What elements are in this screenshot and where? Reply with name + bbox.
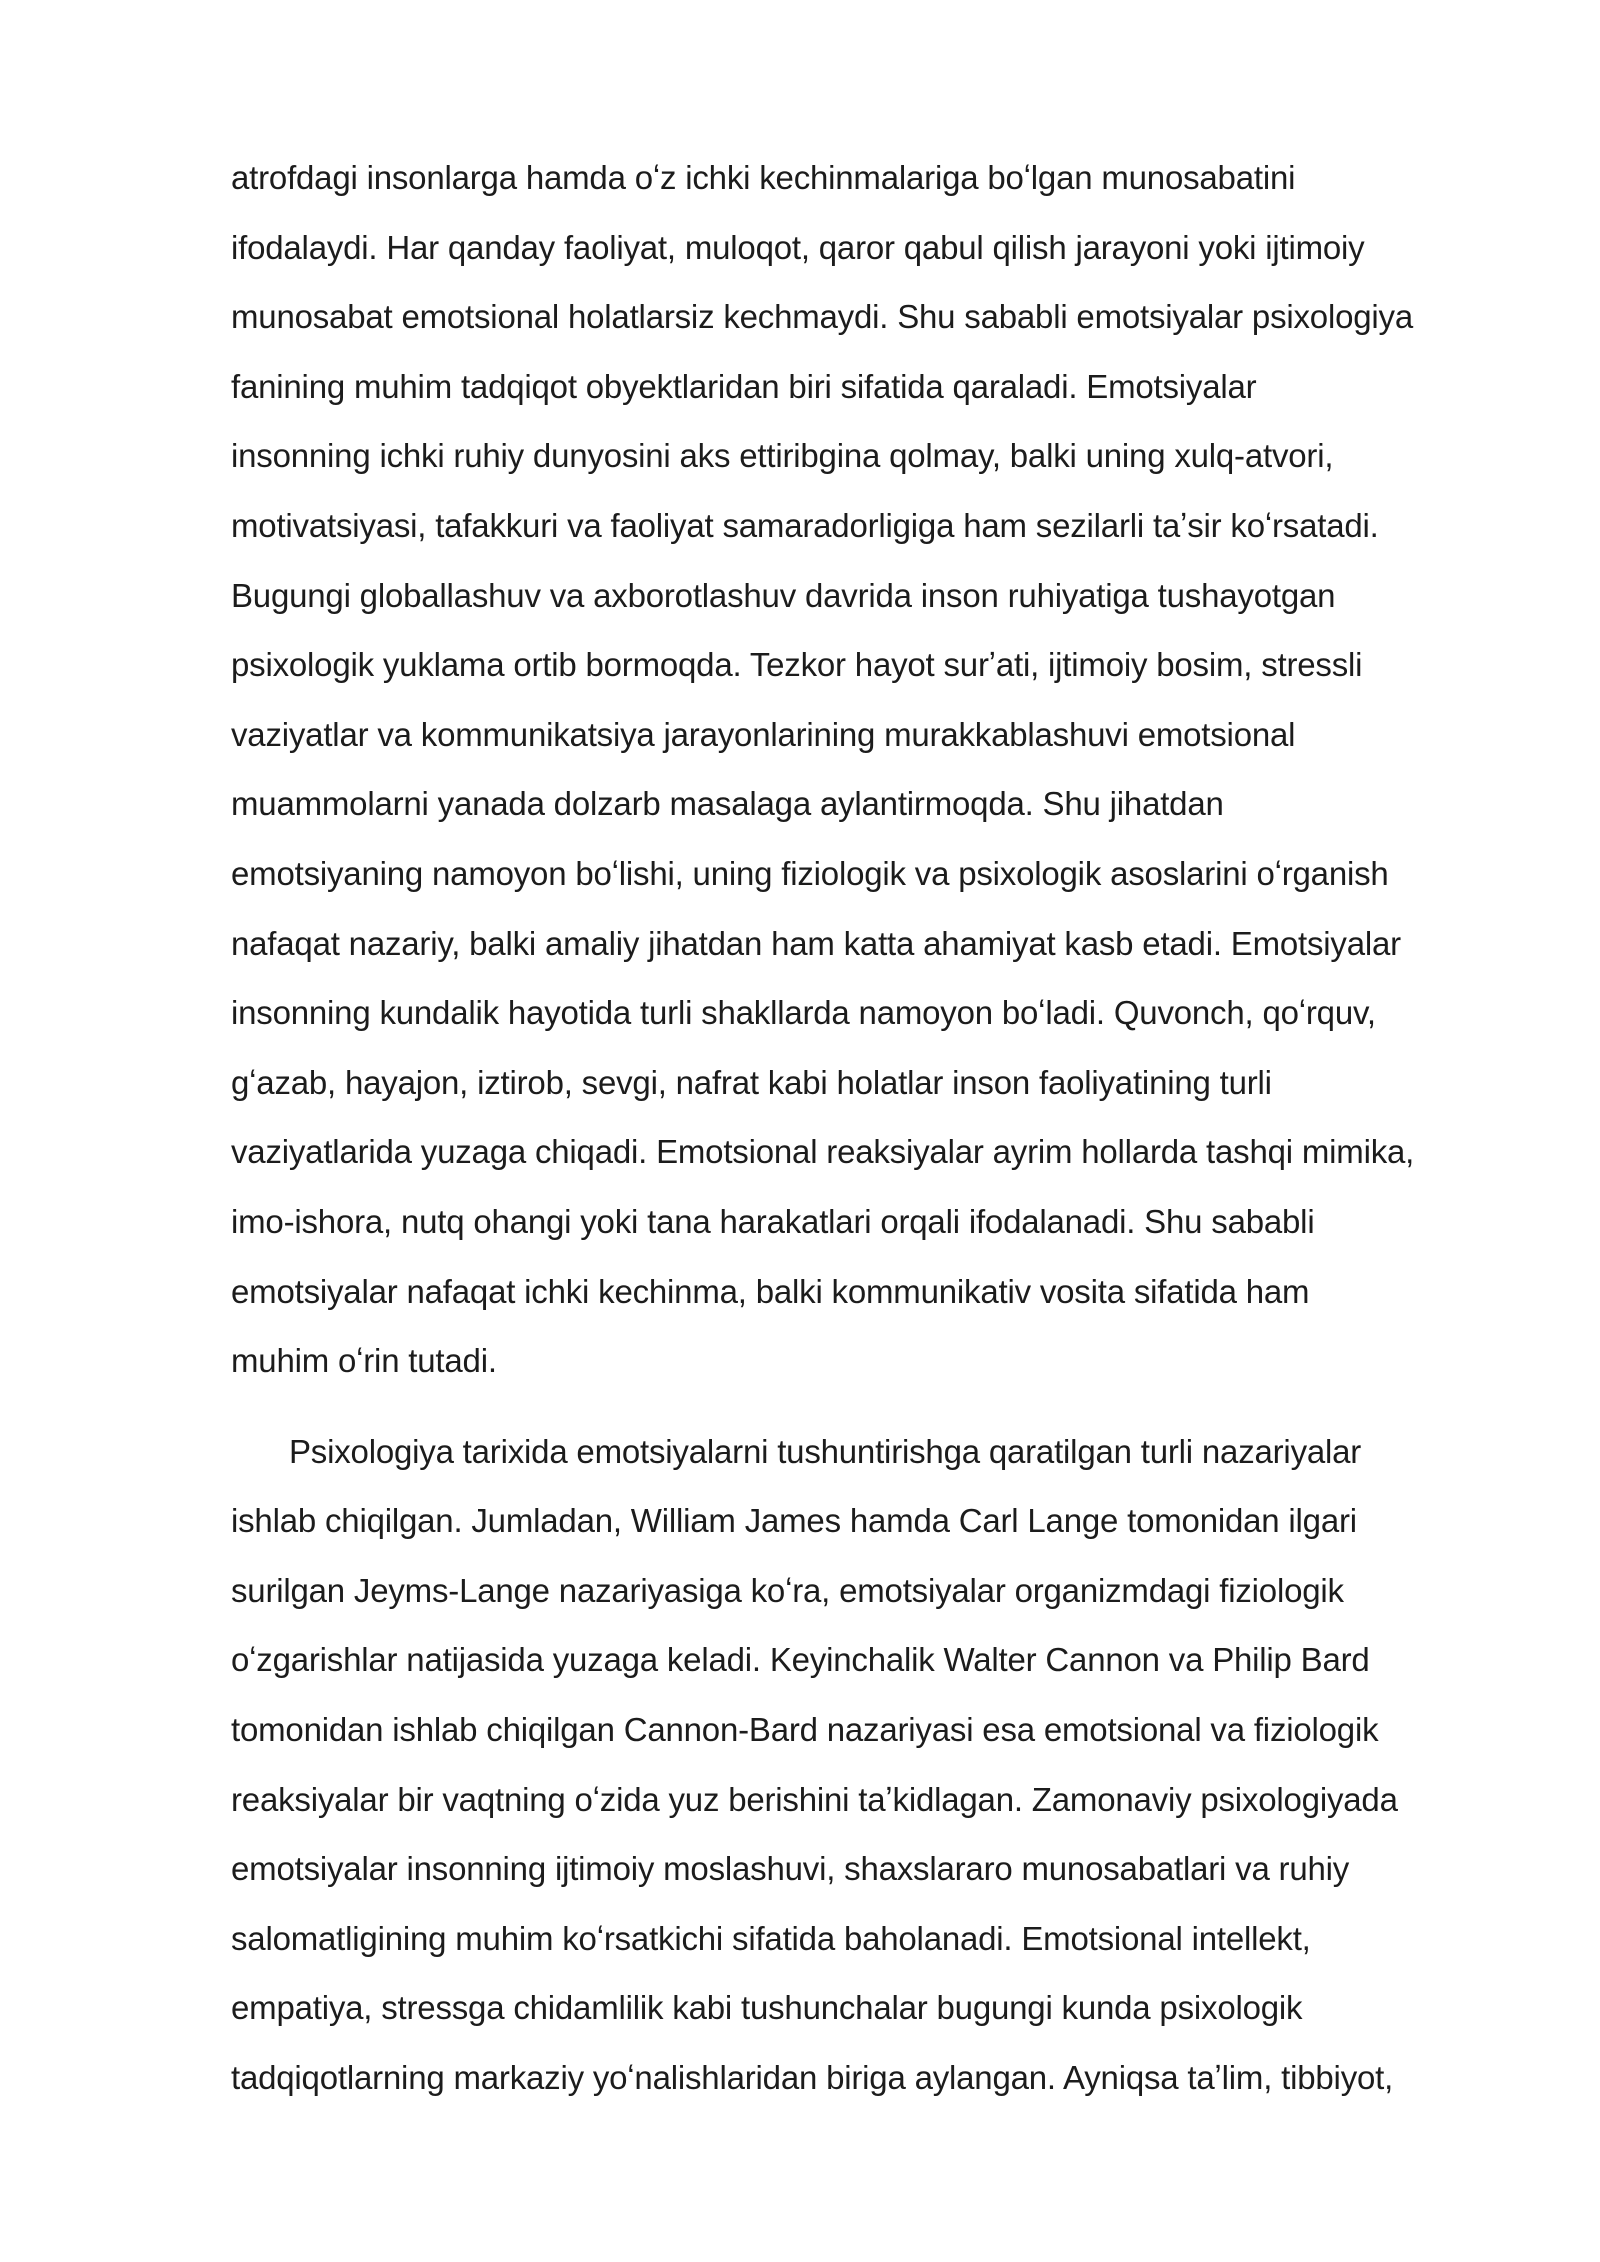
text-line: muhim oʻrin tutadi. <box>231 1342 497 1380</box>
text-line: emotsiyalar nafaqat ichki kechinma, balki kommunikativ vosita sifatida ham <box>231 1272 1310 1310</box>
text-line: insonning kundalik hayotida turli shakllarda namoyon boʻladi. Quvonch, qoʻrquv, <box>231 994 1376 1032</box>
text-line: imo-ishora, nutq ohangi yoki tana harakatlari orqali ifodalanadi. Shu sababli <box>231 1202 1315 1240</box>
text-line: insonning ichki ruhiy dunyosini aks ettiribgina qolmay, balki uning xulq-atvori, <box>231 437 1334 475</box>
text-line: tomonidan ishlab chiqilgan Cannon-Bard nazariyasi esa emotsional va fiziologik <box>231 1711 1379 1749</box>
text-line: munosabat emotsional holatlarsiz kechmaydi. Shu sababli emotsiyalar psixologiya <box>231 298 1413 336</box>
text-line: emotsiyaning namoyon boʻlishi, uning fiziologik va psixologik asoslarini oʻrganish <box>231 854 1389 892</box>
text-line: nafaqat nazariy, balki amaliy jihatdan ham katta ahamiyat kasb etadi. Emotsiyalar <box>231 924 1401 962</box>
text-line-indented: Psixologiya tarixida emotsiyalarni tushuntirishga qaratilgan turli nazariyalar <box>289 1432 1362 1470</box>
text-line: Bugungi globallashuv va axborotlashuv davrida inson ruhiyatiga tushayotgan <box>231 576 1336 614</box>
text-line: surilgan Jeyms-Lange nazariyasiga koʻra, emotsiyalar organizmdagi fiziologik <box>231 1571 1344 1609</box>
text-line: gʻazab, hayajon, iztirob, sevgi, nafrat kabi holatlar inson faoliyatining turli <box>231 1063 1272 1101</box>
text-line: reaksiyalar bir vaqtning oʻzida yuz berishini taʼkidlagan. Zamonaviy psixologiyada <box>231 1780 1398 1818</box>
text-line: ifodalaydi. Har qanday faoliyat, muloqot, qaror qabul qilish jarayoni yoki ijtimoiy <box>231 228 1365 266</box>
text-line: tadqiqotlarning markaziy yoʻnalishlaridan biriga aylangan. Ayniqsa taʼlim, tibbiyot, <box>231 2059 1394 2097</box>
text-line: salomatligining muhim koʻrsatkichi sifatida baholanadi. Emotsional intellekt, <box>231 1919 1311 1957</box>
paragraph-spacing <box>231 1396 1501 1417</box>
document-body <box>231 143 1501 2113</box>
text-line: psixologik yuklama ortib bormoqda. Tezkor hayot surʼati, ijtimoiy bosim, stressli <box>231 646 1363 684</box>
text-line: empatiya, stressga chidamlilik kabi tushunchalar bugungi kunda psixologik <box>231 1989 1303 2027</box>
text-line: motivatsiyasi, tafakkuri va faoliyat samaradorligiga ham sezilarli taʼsir koʻrsatadi. <box>231 506 1379 544</box>
paragraph-2 <box>231 1417 1501 2113</box>
text-line: ishlab chiqilgan. Jumladan, William James hamda Carl Lange tomonidan ilgari <box>231 1502 1357 1540</box>
paragraph-1 <box>231 143 1501 1396</box>
text-line: emotsiyalar insonning ijtimoiy moslashuvi, shaxslararo munosabatlari va ruhiy <box>231 1850 1350 1888</box>
text-line: atrofdagi insonlarga hamda oʻz ichki kechinmalariga boʻlgan munosabatini <box>231 159 1296 196</box>
text-line: oʻzgarishlar natijasida yuzaga keladi. Keyinchalik Walter Cannon va Philip Bard <box>231 1641 1370 1679</box>
text-line: fanining muhim tadqiqot obyektlaridan biri sifatida qaraladi. Emotsiyalar <box>231 367 1257 405</box>
text-line: vaziyatlarida yuzaga chiqadi. Emotsional reaksiyalar ayrim hollarda tashqi mimika, <box>231 1133 1415 1171</box>
text-line: muammolarni yanada dolzarb masalaga aylantirmoqda. Shu jihatdan <box>231 785 1224 823</box>
text-line: vaziyatlar va kommunikatsiya jarayonlarining murakkablashuvi emotsional <box>231 715 1296 753</box>
